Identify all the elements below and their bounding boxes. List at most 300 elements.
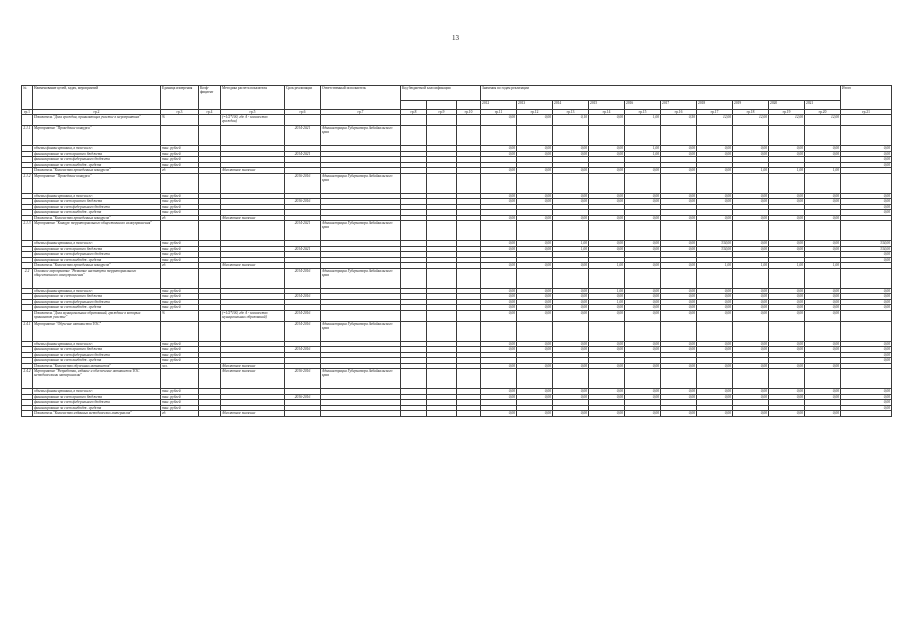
row-value [517, 173, 553, 193]
row-value: 0,00 [517, 115, 553, 126]
row-value: 0,00 [733, 294, 769, 300]
row-value: 0,00 [769, 305, 805, 311]
row-value: 0,00 [517, 215, 553, 221]
row-number: 2.4.2 [22, 369, 33, 389]
row-value: 0,00 [805, 347, 841, 353]
row-value: 0,00 [553, 394, 589, 400]
row-value: 0,00 [517, 394, 553, 400]
header-year: 2020 [769, 101, 805, 110]
row-value: 0,00 [589, 389, 625, 395]
row-period: 2014-2021 [285, 246, 321, 252]
row-value: 0,00 [661, 168, 697, 174]
row-value: 0,00 [769, 363, 805, 369]
row-name: объемы финансирования, в том числе: [33, 241, 161, 247]
row-budget-code [401, 173, 427, 193]
row-value: 0,00 [553, 199, 589, 205]
column-number: гр.12 [517, 110, 553, 115]
row-coef [199, 268, 221, 288]
row-unit [161, 268, 199, 288]
row-name: Мероприятие "Разработка, издание и обеспечение активистов ТОС методическими материалами" [33, 369, 161, 389]
row-name: финансирование за счет федерального бюджета [33, 204, 161, 210]
row-name: Показатель "Доля граждан, принимающих участие в мероприятиях" [33, 115, 161, 126]
row-executor [321, 310, 401, 321]
row-value [841, 310, 892, 321]
row-name: Мероприятие "Проведение конкурса" [33, 173, 161, 193]
column-number: гр.2 [33, 110, 161, 115]
row-value: 0,00 [625, 199, 661, 205]
row-budget-code [457, 411, 481, 417]
row-name: объемы финансирования, в том числе: [33, 288, 161, 294]
row-value: 0,00 [589, 341, 625, 347]
row-value: 0,00 [517, 193, 553, 199]
row-value: 0,00 [805, 151, 841, 157]
row-value: 0,50 [661, 115, 697, 126]
row-value: 1,00 [589, 299, 625, 305]
row-budget-code [457, 173, 481, 193]
row-value [769, 126, 805, 146]
row-coef [199, 321, 221, 341]
row-coef [199, 126, 221, 146]
row-value [661, 268, 697, 288]
row-value: 0,00 [697, 193, 733, 199]
row-value: 0,00 [841, 347, 892, 353]
row-value: 0,00 [661, 310, 697, 321]
row-value: 0,00 [841, 210, 892, 216]
row-value: 1,00 [769, 263, 805, 269]
program-table [21, 85, 892, 417]
row-value: 0,00 [841, 199, 892, 205]
table-row [22, 221, 892, 241]
row-value: 0,00 [481, 288, 517, 294]
row-value: 0,00 [733, 215, 769, 221]
row-value [625, 268, 661, 288]
row-value: 0,00 [805, 305, 841, 311]
row-coef [199, 411, 221, 417]
row-value: 0,00 [841, 146, 892, 152]
row-value: 0,00 [481, 341, 517, 347]
row-value: 0,00 [841, 257, 892, 263]
column-number: гр.13 [553, 110, 589, 115]
row-value: 0,00 [841, 299, 892, 305]
row-unit: тыс. рублей [161, 288, 199, 294]
row-value [733, 369, 769, 389]
row-value: 0,00 [553, 389, 589, 395]
row-value: 0,00 [697, 288, 733, 294]
row-value: 0,00 [589, 199, 625, 205]
row-value [841, 268, 892, 288]
row-name: объемы финансирования, в том числе: [33, 389, 161, 395]
row-value: 0,00 [697, 199, 733, 205]
row-budget-code [427, 369, 457, 389]
row-coef [199, 115, 221, 126]
row-method [221, 321, 285, 341]
row-value: 0,00 [661, 288, 697, 294]
row-value [769, 221, 805, 241]
row-value [733, 321, 769, 341]
row-value: 0,00 [805, 394, 841, 400]
row-unit: тыс. рублей [161, 347, 199, 353]
row-budget-code [401, 369, 427, 389]
row-unit: % [161, 115, 199, 126]
row-value: 0,00 [481, 115, 517, 126]
column-number: гр.17 [697, 110, 733, 115]
row-value [697, 221, 733, 241]
row-value: 0,00 [661, 146, 697, 152]
row-value: 12,00 [733, 115, 769, 126]
row-executor: Администрация Губернатора Забайкальского края [321, 173, 401, 193]
row-value [697, 173, 733, 193]
row-method [221, 126, 285, 146]
row-unit: тыс. рублей [161, 204, 199, 210]
row-value [589, 369, 625, 389]
row-value: 0,00 [805, 199, 841, 205]
row-coef [199, 173, 221, 193]
row-budget-code [427, 321, 457, 341]
row-value: 0,00 [589, 215, 625, 221]
header-method: Методика расчета показателя [221, 86, 285, 110]
row-value: 0,00 [841, 193, 892, 199]
row-budget-code [457, 268, 481, 288]
row-value: 0,00 [841, 341, 892, 347]
row-value: 0,00 [769, 347, 805, 353]
row-value: 0,00 [517, 241, 553, 247]
row-method: (=1/2*100, где А - количество граждан) [221, 115, 285, 126]
row-value: 0,00 [517, 151, 553, 157]
column-number: гр.5 [221, 110, 285, 115]
row-value: 0,00 [841, 405, 892, 411]
row-method [221, 268, 285, 288]
row-unit: тыс. рублей [161, 151, 199, 157]
row-value: 0,00 [697, 294, 733, 300]
row-unit [161, 173, 199, 193]
row-value: 0,00 [733, 394, 769, 400]
row-value: 1,00 [625, 115, 661, 126]
row-value [481, 126, 517, 146]
row-value: 0,00 [481, 241, 517, 247]
row-name: финансирование за счет краевого бюджета [33, 394, 161, 400]
row-budget-code [457, 321, 481, 341]
row-period [285, 115, 321, 126]
row-value [589, 126, 625, 146]
row-unit: тыс. рублей [161, 162, 199, 168]
row-name: Показатель "Количество проведенных конкурсов" [33, 263, 161, 269]
row-value: 0,00 [841, 294, 892, 300]
row-value [625, 173, 661, 193]
row-number: 2.1.2 [22, 173, 33, 193]
row-value [841, 173, 892, 193]
row-value: 0,00 [805, 294, 841, 300]
row-value: 0,00 [517, 146, 553, 152]
row-unit: ед. [161, 263, 199, 269]
row-value: 0,00 [481, 305, 517, 311]
row-value: 0,00 [769, 146, 805, 152]
row-value: 12,00 [769, 115, 805, 126]
row-value: 334,00 [841, 246, 892, 252]
row-unit [161, 369, 199, 389]
row-value: 0,00 [769, 299, 805, 305]
row-value: 0,00 [769, 294, 805, 300]
column-number: гр.3 [161, 110, 199, 115]
row-value: 0,00 [661, 193, 697, 199]
row-value: 0,00 [517, 246, 553, 252]
row-value: 334,00 [697, 246, 733, 252]
table-row [22, 173, 892, 193]
row-number: 2.1.3 [22, 221, 33, 241]
header-coef: Коэф-фициент [199, 86, 221, 110]
row-value: 334,00 [841, 241, 892, 247]
row-value: 0,00 [625, 299, 661, 305]
row-value: 0,00 [733, 299, 769, 305]
row-value [481, 173, 517, 193]
row-coef [199, 369, 221, 389]
row-value: 0,00 [733, 288, 769, 294]
row-value: 0,00 [769, 288, 805, 294]
row-name: финансирование за счет федерального бюджета [33, 157, 161, 163]
column-number: гр.10 [457, 110, 481, 115]
row-value: 0,00 [697, 394, 733, 400]
row-budget-code [457, 310, 481, 321]
row-value: 0,00 [697, 168, 733, 174]
row-executor: Администрация Губернатора Забайкальского края [321, 369, 401, 389]
row-unit: ед. [161, 411, 199, 417]
row-value [841, 221, 892, 241]
row-unit: тыс. рублей [161, 157, 199, 163]
row-value: 0,00 [733, 146, 769, 152]
row-name: финансирование за счет краевого бюджета [33, 246, 161, 252]
row-value: 0,00 [769, 199, 805, 205]
row-value: 0,00 [553, 347, 589, 353]
table-row [22, 268, 892, 288]
row-value: 0,00 [553, 288, 589, 294]
row-value: 0,00 [517, 341, 553, 347]
row-value: 0,00 [733, 310, 769, 321]
row-name: финансирование за счет краевого бюджета [33, 199, 161, 205]
column-number: гр.21 [841, 110, 892, 115]
header-year: 2017 [661, 101, 697, 110]
table-row [22, 126, 892, 146]
row-value [661, 221, 697, 241]
row-value: 0,00 [517, 305, 553, 311]
row-budget-code [427, 115, 457, 126]
row-unit: ед. [161, 168, 199, 174]
row-value: 0,00 [805, 246, 841, 252]
row-value: 1,00 [805, 168, 841, 174]
row-value [841, 411, 892, 417]
row-method: Абсолютное значение [221, 215, 285, 221]
row-value [481, 268, 517, 288]
row-unit: тыс. рублей [161, 241, 199, 247]
row-method: Абсолютное значение [221, 369, 285, 389]
row-value [769, 321, 805, 341]
header-year: 2014 [553, 101, 589, 110]
row-budget-code [457, 126, 481, 146]
header-period: Срок реализации [285, 86, 321, 110]
row-value: 0,00 [733, 411, 769, 417]
row-executor [321, 115, 401, 126]
row-value: 0,00 [661, 151, 697, 157]
row-value: 0,00 [805, 193, 841, 199]
row-budget-code [457, 221, 481, 241]
row-executor [321, 411, 401, 417]
table-row [22, 115, 892, 126]
row-value: 1,00 [553, 246, 589, 252]
row-period: 2014-2021 [285, 221, 321, 241]
row-value [661, 369, 697, 389]
row-value: 1,00 [733, 263, 769, 269]
header-year: 2021 [805, 101, 841, 110]
row-value [697, 126, 733, 146]
row-value: 0,00 [697, 341, 733, 347]
row-budget-code [427, 126, 457, 146]
row-value: 0,00 [553, 305, 589, 311]
row-unit [161, 126, 199, 146]
row-value: 0,00 [517, 310, 553, 321]
row-value: 0,00 [805, 215, 841, 221]
row-value: 1,00 [769, 168, 805, 174]
row-value [553, 268, 589, 288]
row-unit: тыс. рублей [161, 199, 199, 205]
row-budget-code [427, 173, 457, 193]
row-value: 1,00 [553, 241, 589, 247]
row-unit: тыс. рублей [161, 252, 199, 258]
row-name: Мероприятие "Обучение активистов ТОС" [33, 321, 161, 341]
row-name: финансирование за счет краевого бюджета [33, 151, 161, 157]
row-number: 2.1.1 [22, 126, 33, 146]
header-total: Итого [841, 86, 892, 110]
row-value: 0,00 [589, 305, 625, 311]
row-value: 0,00 [625, 168, 661, 174]
row-value: 0,00 [661, 299, 697, 305]
row-value: 0,00 [769, 411, 805, 417]
row-unit: % [161, 310, 199, 321]
row-budget-code [427, 268, 457, 288]
row-value: 0,00 [805, 341, 841, 347]
row-unit [161, 321, 199, 341]
column-number: гр.6 [285, 110, 321, 115]
row-name: Основное мероприятие "Развитие института территориального общественного самоуправления" [33, 268, 161, 288]
row-value: 0,00 [661, 389, 697, 395]
row-value: 0,00 [553, 168, 589, 174]
row-period: 2014-2016 [285, 294, 321, 300]
row-period: 2016-2016 [285, 369, 321, 389]
column-number: гр.19 [769, 110, 805, 115]
row-value [661, 173, 697, 193]
column-number: гр.14 [589, 110, 625, 115]
row-value [805, 268, 841, 288]
row-value [733, 268, 769, 288]
row-value: 0,00 [661, 347, 697, 353]
row-value: 0,00 [589, 246, 625, 252]
row-value: 0,00 [625, 394, 661, 400]
row-value: 0,00 [661, 215, 697, 221]
row-value: 0,00 [841, 151, 892, 157]
row-unit: тыс. рублей [161, 299, 199, 305]
row-method: (=1/2*100, где А - количество муниципальных образований) [221, 310, 285, 321]
row-value: 0,00 [625, 347, 661, 353]
header-name: Наименование целей, задач, мероприятий [33, 86, 161, 110]
column-number: гр.8 [401, 110, 427, 115]
row-value: 0,00 [697, 347, 733, 353]
row-value: 0,00 [589, 294, 625, 300]
row-value: 1,00 [589, 288, 625, 294]
row-value [805, 126, 841, 146]
row-value: 0,00 [481, 310, 517, 321]
row-value: 0,00 [589, 411, 625, 417]
row-value: 0,00 [553, 411, 589, 417]
row-unit: тыс. рублей [161, 358, 199, 364]
row-value [697, 369, 733, 389]
row-value: 0,00 [733, 199, 769, 205]
row-value [733, 173, 769, 193]
row-value: 0,00 [481, 193, 517, 199]
row-value [625, 221, 661, 241]
row-value: 0,00 [625, 241, 661, 247]
row-value: 0,00 [553, 299, 589, 305]
row-value [661, 126, 697, 146]
row-value [553, 321, 589, 341]
row-value: 0,00 [589, 115, 625, 126]
row-value: 0,00 [553, 146, 589, 152]
row-value: 0,00 [625, 363, 661, 369]
row-name: финансирование за счет внебюдж. средств [33, 162, 161, 168]
row-value [625, 321, 661, 341]
row-value: 1,00 [805, 263, 841, 269]
row-value: 0,00 [697, 299, 733, 305]
row-value: 0,00 [733, 241, 769, 247]
row-value: 0,00 [769, 193, 805, 199]
row-value: 0,00 [625, 246, 661, 252]
row-value: 0,00 [517, 168, 553, 174]
row-value: 0,00 [589, 347, 625, 353]
row-budget-code [457, 115, 481, 126]
row-unit: тыс. рублей [161, 257, 199, 263]
row-value: 0,00 [481, 299, 517, 305]
row-value: 0,00 [481, 151, 517, 157]
row-value: 0,00 [481, 146, 517, 152]
row-value [841, 115, 892, 126]
row-value: 0,00 [481, 246, 517, 252]
row-value [481, 221, 517, 241]
row-unit: тыс. рублей [161, 210, 199, 216]
row-value: 0,00 [769, 389, 805, 395]
row-value: 0,00 [625, 310, 661, 321]
row-executor: Администрация Губернатора Забайкальского края [321, 321, 401, 341]
row-value: 0,00 [553, 363, 589, 369]
row-value: 0,00 [805, 241, 841, 247]
row-method [221, 173, 285, 193]
row-value: 0,00 [625, 288, 661, 294]
row-value [589, 173, 625, 193]
row-value: 0,00 [625, 263, 661, 269]
row-value: 0,00 [769, 394, 805, 400]
row-value: 0,00 [589, 168, 625, 174]
row-name: финансирование за счет внебюдж. средств [33, 257, 161, 263]
header-executor: Ответственный исполнитель [321, 86, 401, 110]
row-value: 0,00 [517, 389, 553, 395]
row-unit: тыс. рублей [161, 394, 199, 400]
row-value: 0,00 [517, 263, 553, 269]
row-value: 0,00 [733, 151, 769, 157]
row-value: 0,00 [625, 411, 661, 417]
row-value: 12,00 [805, 115, 841, 126]
row-budget-code [427, 310, 457, 321]
row-value: 0,00 [589, 310, 625, 321]
row-budget-code [401, 310, 427, 321]
row-executor: Администрация Губернатора Забайкальского края [321, 268, 401, 288]
row-value: 0,00 [553, 341, 589, 347]
row-value [517, 268, 553, 288]
row-name: финансирование за счет краевого бюджета [33, 294, 161, 300]
